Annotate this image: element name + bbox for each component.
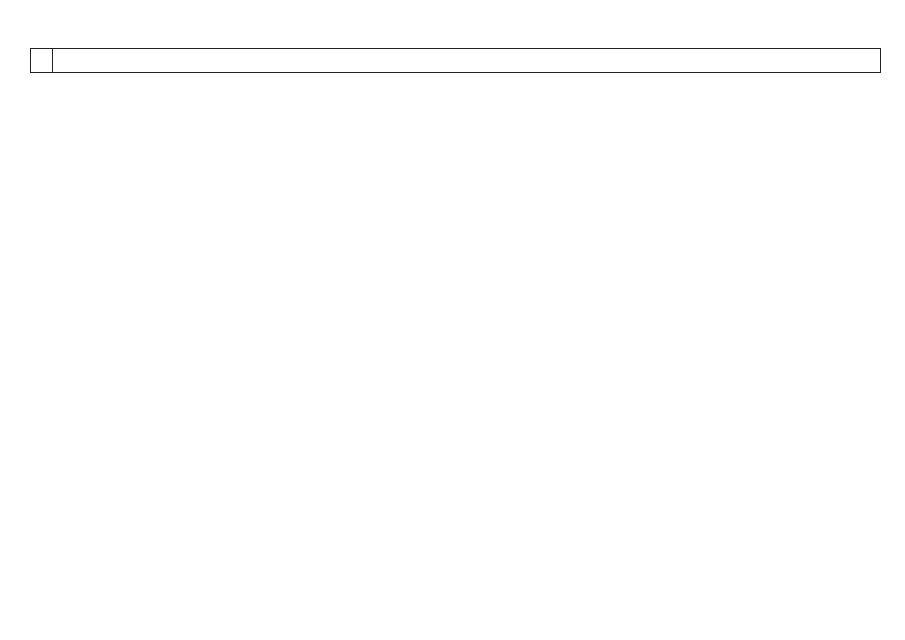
section-title: [53, 49, 881, 73]
statistics-table: [30, 48, 881, 73]
section-header-row: [31, 49, 881, 73]
section-header-blank: [31, 49, 53, 73]
